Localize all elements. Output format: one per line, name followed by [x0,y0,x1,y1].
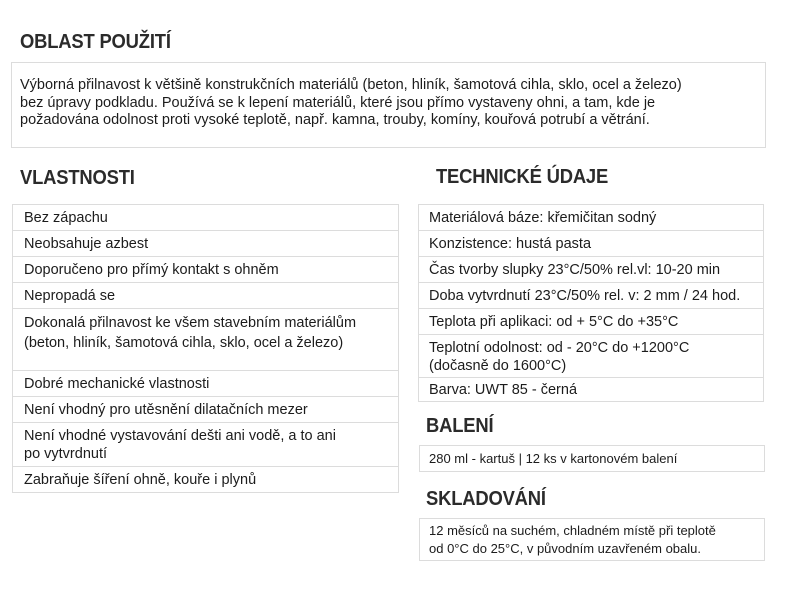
technical-title: TECHNICKÉ ÚDAJE [436,166,609,188]
storage-text [429,522,758,558]
technical-text: Čas tvorby slupky 23°C/50% rel.vl: 10-20 min [429,262,721,278]
technical-row [418,308,764,335]
usage-line: bez úpravy podkladu. Používá se k lepení materiálů, které jsou přímo vystaveny ohni, a tam, kde je [20,94,656,111]
technical-text: Doba vytvrdnutí 23°C/50% rel. v: 2 mm / 24 hod. [429,288,741,304]
technical-row [418,204,764,231]
property-text: Dokonalá přilnavost ke všem stavebním materiálům (beton, hliník, šamotová cihla, sklo, ocel a železo) [24,315,357,351]
technical-row [418,377,764,402]
property-text: Není vhodné vystavování dešti ani vodě, a to ani po vytvrdnutí [24,428,336,462]
properties-row [12,204,399,231]
technical-text: Teplota při aplikaci: od + 5°C do +35°C [429,314,679,330]
technical-row [418,256,764,283]
technical-text: Materiálová báze: křemičitan sodný [429,210,657,226]
technical-row [418,282,764,309]
property-text: Není vhodný pro utěsnění dilatačních mezer [24,402,308,418]
properties-row [12,396,399,423]
properties-row [12,230,399,257]
technical-row [418,230,764,257]
properties-row [12,282,399,309]
packaging-title: BALENÍ [426,415,494,437]
technical-text: Teplotní odolnost: od - 20°C do +1200°C (dočasně do 1600°C) [429,340,690,374]
storage-box [419,518,765,561]
usage-line: Výborná přilnavost k většině konstrukčních materiálů (beton, hliník, šamotová cihla, sklo, ocel a železo) [20,77,682,93]
technical-text: Barva: UWT 85 - černá [429,382,578,398]
technical-table [418,204,764,402]
storage-line: od 0°C do 25°C, v původním uzavřeném obalu. [429,541,701,556]
property-text: Bez zápachu [24,210,108,226]
properties-row [12,370,399,397]
properties-row [12,466,399,493]
property-text: Dobré mechanické vlastnosti [24,376,210,392]
properties-row [12,256,399,283]
property-text: Nepropadá se [24,288,116,304]
property-text: Zabraňuje šíření ohně, kouře i plynů [24,472,257,488]
storage-title: SKLADOVÁNÍ [426,488,546,510]
technical-text: Konzistence: hustá pasta [429,236,592,252]
packaging-box [419,445,765,472]
usage-title: OBLAST POUŽITÍ [20,31,171,53]
storage-line: 12 měsíců na suchém, chladném místě při teplotě [429,523,716,538]
property-text: Neobsahuje azbest [24,236,149,252]
property-text: Doporučeno pro přímý kontakt s ohněm [24,262,279,278]
properties-row [12,422,399,467]
properties-row [12,308,399,371]
technical-row [418,334,764,378]
properties-title: VLASTNOSTI [20,167,135,189]
properties-table [12,204,399,493]
usage-line: požadována odolnost proti vysoké teplotě, např. kamna, trouby, komíny, kouřová potrubí a větrání. [20,112,650,128]
packaging-text: 280 ml - kartuš | 12 ks v kartonovém balení [429,451,678,466]
usage-text [20,77,740,130]
